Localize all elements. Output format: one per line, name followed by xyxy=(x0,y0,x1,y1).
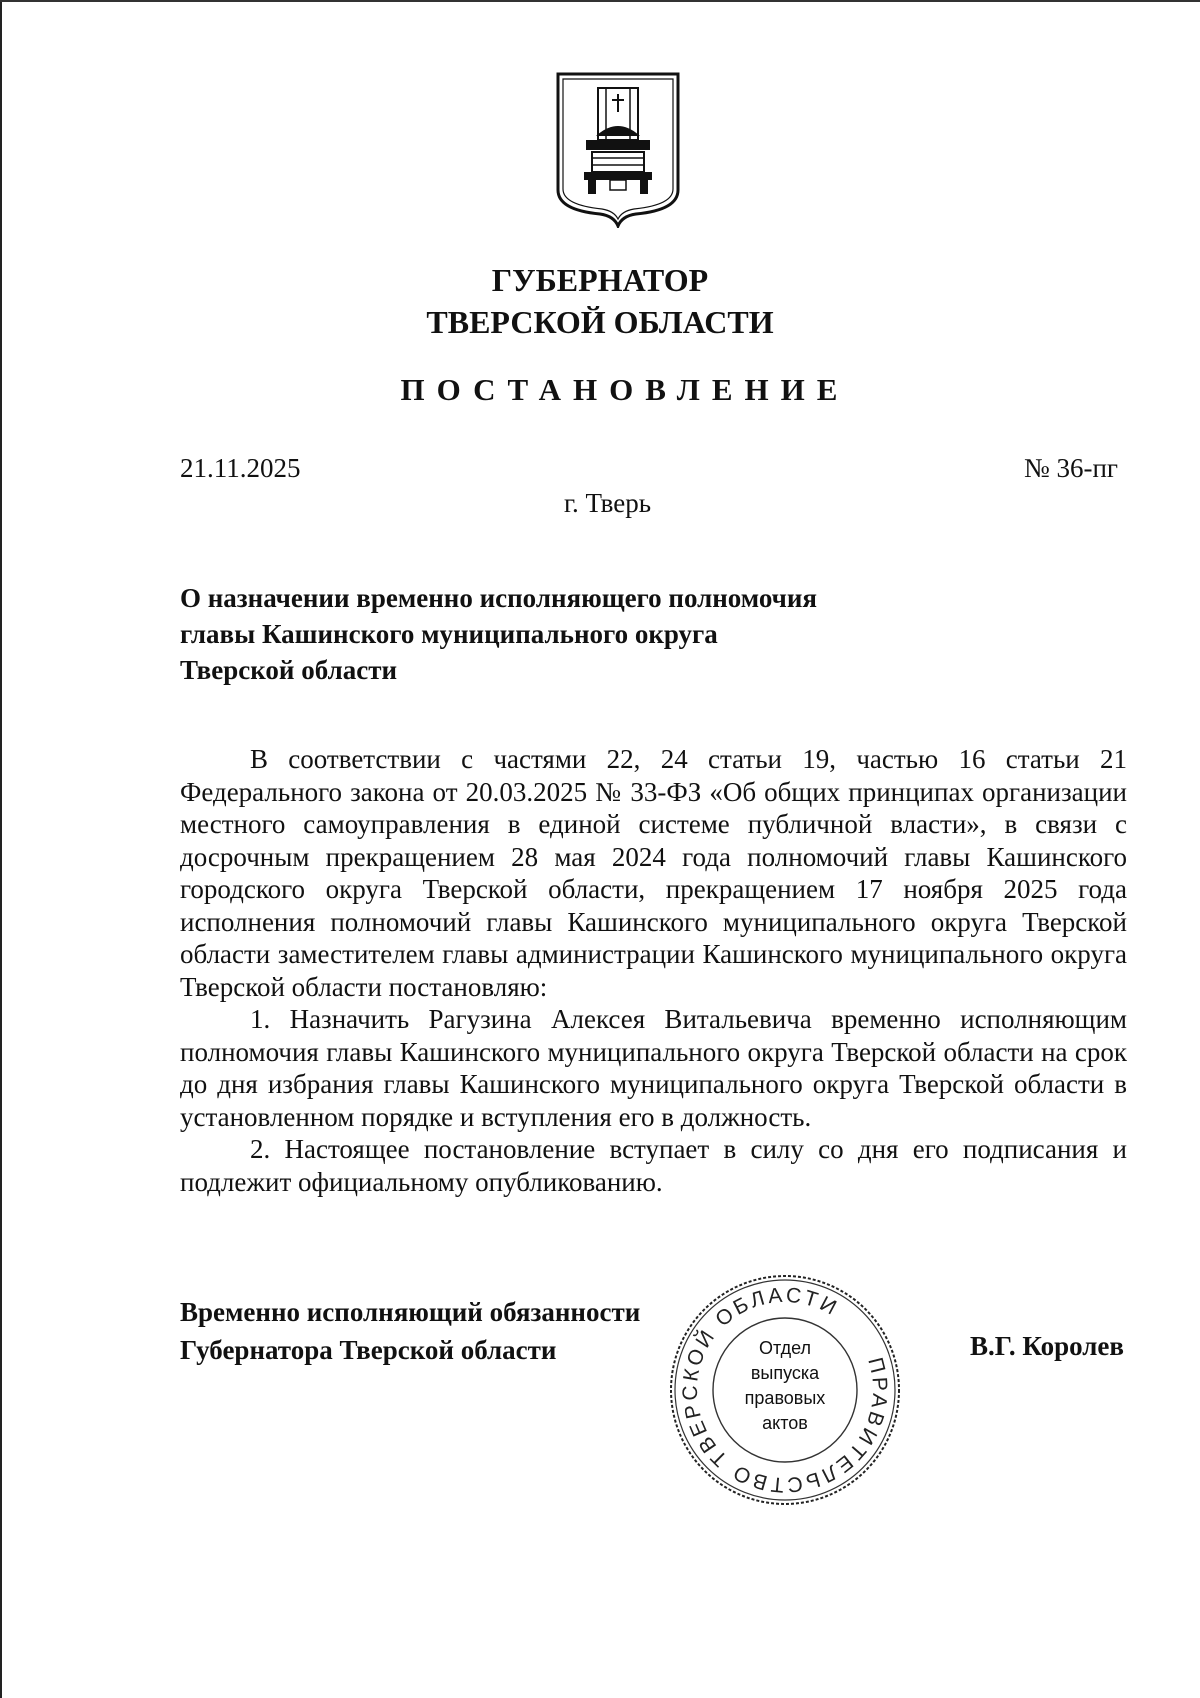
resolution-item-1: 1. Назначить Рагузина Алексея Витальевича временно исполняющим полномочия главы Кашинского муниципального округа Тверской области на срок до дня избрания главы Кашинского муниципального округа Тверской области в установленном порядке и вступления его в должность. xyxy=(180,1004,1127,1132)
subject-line: О назначении временно исполняющего полномочия xyxy=(180,583,818,613)
document-date: 21.11.2025 xyxy=(180,453,301,483)
stamp-ring-text: ПРАВИТЕЛЬСТВО ТВЕРСКОЙ ОБЛАСТИ xyxy=(678,1283,892,1497)
document-type-title: ПОСТАНОВЛЕНИЕ xyxy=(400,372,850,407)
resolution-item-2: 2. Настоящее постановление вступает в силу со дня его подписания и подлежит официальному опубликованию. xyxy=(180,1134,1127,1197)
signer-position-line: Временно исполняющий обязанности xyxy=(180,1297,641,1327)
signer-name: В.Г. Королев xyxy=(970,1331,1124,1361)
stamp-center-text xyxy=(725,1336,845,1436)
issuer-title-line2: ТВЕРСКОЙ ОБЛАСТИ xyxy=(426,304,774,340)
signer-position xyxy=(180,1293,640,1369)
subject-line: главы Кашинского муниципального округа xyxy=(180,619,718,649)
stamp-center-line: правовых xyxy=(744,1388,826,1408)
document-city: г. Тверь xyxy=(563,488,652,518)
scan-edge-left xyxy=(0,0,2,1698)
subject-line: Тверской области xyxy=(180,655,398,685)
scan-edge-top xyxy=(0,0,1200,2)
document-body xyxy=(180,743,1127,1198)
signer-position-line: Губернатора Тверской области xyxy=(180,1335,557,1365)
document-subject xyxy=(180,580,880,688)
document-number: № 36-пг xyxy=(1023,453,1118,483)
issuer-title-line1: ГУБЕРНАТОР xyxy=(491,262,709,298)
stamp-center-line: выпуска xyxy=(750,1363,820,1383)
preamble-paragraph: В соответствии с частями 22, 24 статьи 19, частью 16 статьи 21 Федерального закона от 20.03.2025 № 33-ФЗ «Об общих принципах организации местного самоуправления в единой системе публичной власти», в связи с досрочным прекращением 28 мая 2024 года полномочий главы Кашинского городского округа Тверской области, прекращением 17 ноября 2025 года исполнения полномочий главы Кашинского муниципального округа Тверской области заместителем главы администрации Кашинского муниципального округа Тверской области постановляю: xyxy=(180,744,1127,1002)
stamp-center-line: актов xyxy=(762,1413,808,1433)
coat-of-arms-emblem xyxy=(556,72,680,228)
stamp-center-line: Отдел xyxy=(758,1338,812,1358)
